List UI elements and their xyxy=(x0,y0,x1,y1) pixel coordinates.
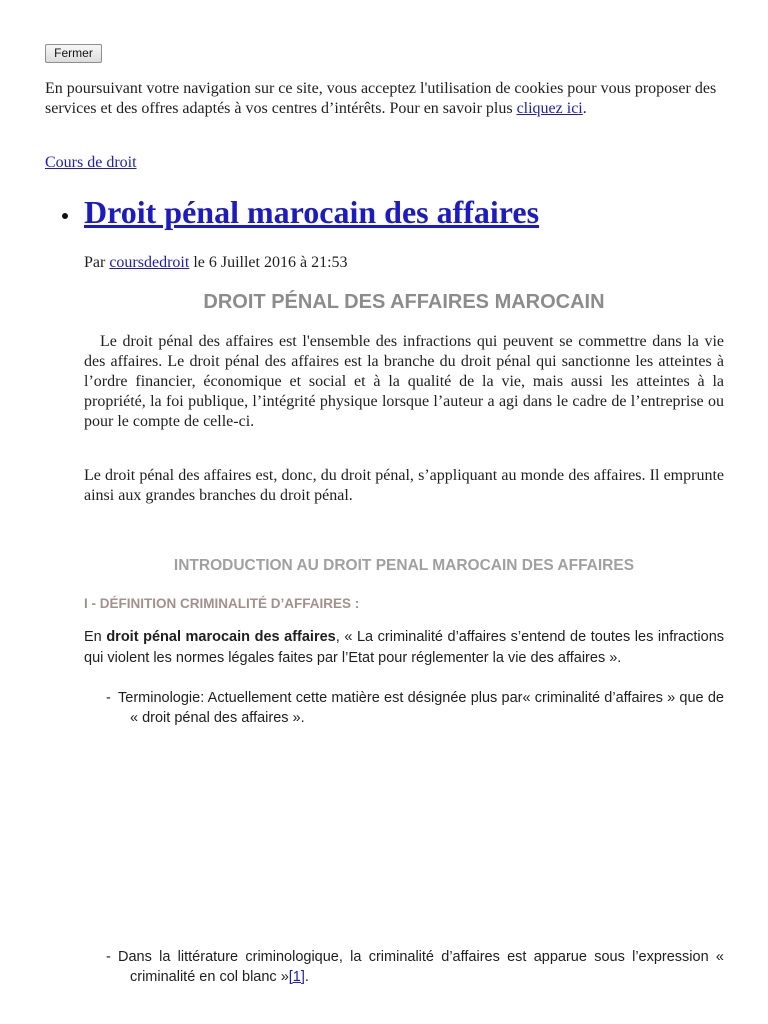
list-item-literature xyxy=(118,947,724,987)
cookie-notice-text: En poursuivant votre navigation sur ce site, vous acceptez l'utilisation de cookies pour vous proposer des services et des offres adaptés à vos centres d’intérêts. Pour en savoir plus xyxy=(45,80,717,117)
byline-date: le 6 Juillet 2016 à 21:53 xyxy=(189,254,348,271)
list-dash-marker: - xyxy=(106,949,111,965)
cookie-more-info-link[interactable]: cliquez ici xyxy=(516,100,583,117)
list-item-literature-end: . xyxy=(304,969,309,985)
article-title-link[interactable]: Droit pénal marocain des affaires xyxy=(84,194,540,230)
definition-after: , « La criminalité d’affaires s’entend de toutes les infractions qui violent les normes légales faites par l’Etat pour réglementer la vie des affaires ». xyxy=(84,629,725,666)
article-paragraph: Le droit pénal des affaires est l'ensemble des infractions qui peuvent se commettre dans la vie des affaires. Le droit pénal des affaires est la branche du droit pénal qui sanctionne les atteintes à l’ordre financier, économique et social et à la qualité de la vie, mais aussi les atteintes à la propriété, la foi publique, l’intégrité physique lorsque l’auteur a agi dans le cadre de l’entreprise ou pour le compte de celle-ci. xyxy=(84,333,724,430)
definition-before: En xyxy=(84,629,107,645)
introduction-heading: INTRODUCTION AU DROIT PENAL MAROCAIN DES AFFAIRES xyxy=(173,557,635,574)
list-item-terminology: Terminologie: Actuellement cette matière est désignée plus par« criminalité d’affaires » que de « droit pénal des affaires ». xyxy=(118,690,724,726)
article-title xyxy=(84,192,724,232)
list-bullet xyxy=(62,213,68,219)
list-dash-marker: - xyxy=(106,690,111,706)
list-item-literature-text: Dans la littérature criminologique, la criminalité d’affaires est apparue sous l’expression « criminalité en col blanc » xyxy=(118,949,724,985)
definition-paragraph xyxy=(84,627,724,668)
byline-prefix: Par xyxy=(84,254,110,271)
breadcrumb-link[interactable]: Cours de droit xyxy=(45,154,137,171)
article-paragraph: Le droit pénal des affaires est, donc, du droit pénal, s’appliquant au monde des affaires. Il emprunte ainsi aux grandes branches du droit pénal. xyxy=(84,467,724,504)
cookie-notice xyxy=(45,79,723,119)
byline xyxy=(84,253,348,273)
author-link[interactable]: coursdedroit xyxy=(109,254,190,271)
cookie-notice-end: . xyxy=(582,100,587,117)
section-heading: DROIT PÉNAL DES AFFAIRES MAROCAIN xyxy=(203,291,605,313)
definition-bold-term: droit pénal marocain des affaires xyxy=(106,629,336,645)
footnote-link[interactable]: [1] xyxy=(288,969,305,985)
subsection-heading: I - DÉFINITION CRIMINALITÉ D’AFFAIRES : xyxy=(84,596,360,611)
close-cookie-button[interactable]: Fermer xyxy=(45,44,102,63)
